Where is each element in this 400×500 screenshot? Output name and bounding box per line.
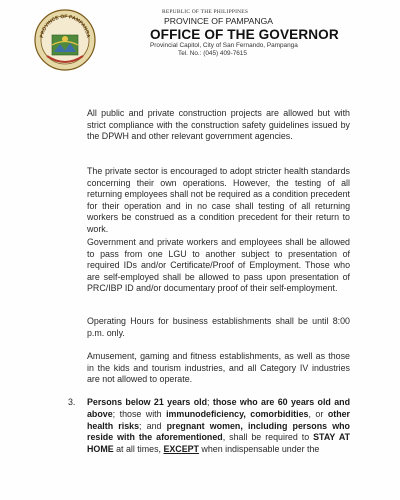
letterhead bbox=[150, 9, 350, 58]
province-line: PROVINCE OF PAMPANGA bbox=[164, 16, 274, 26]
emphasis-health-risks: other health risks bbox=[87, 408, 350, 431]
list-item-number: 3. bbox=[68, 397, 76, 407]
emphasis-comorbidities: immunodeficiency, comorbidities bbox=[166, 408, 309, 419]
paragraph-private-sector: The private sector is encouraged to adopt stricter health standards concerning their own operations. However, the testing of all returning employees shall not be required as a condition precedent for their operation and in no case shall testing of all returning workers be construed as a condition precedent for their return to work. bbox=[87, 166, 350, 234]
paragraph-construction: All public and private construction projects are allowed but with strict compliance with the construction safety guidelines issued by the DPWH and other relevant government agencies. bbox=[87, 108, 350, 142]
emphasis-age-60-above: those who are 60 years old and above bbox=[87, 397, 350, 419]
office-title: OFFICE OF THE GOVERNOR bbox=[150, 27, 339, 42]
paragraph-operating-hours: Operating Hours for business establishments shall be until 8:00 p.m. only. bbox=[87, 316, 350, 338]
republic-line: REPUBLIC OF THE PHILIPPINES bbox=[162, 9, 249, 15]
provincial-seal-icon bbox=[33, 8, 97, 72]
emphasis-except: EXCEPT bbox=[163, 444, 199, 455]
paragraph-amusement: Amusement, gaming and fitness establishments, as well as those in the kids and tourism industries, and all Category IV industries are not allowed to operate. bbox=[87, 351, 350, 385]
emphasis-pregnant-women: pregnant women, including persons who reside with the aforementioned bbox=[87, 420, 350, 443]
list-item-text: Persons below 21 years old; those who are 60 years old and above; those with immunodeficiency, comorbidities, or other health risks; and pregnant women, including persons who reside with the aforementioned, shall be required to STAY AT HOME at all times, EXCEPT when indispensable under the bbox=[87, 397, 350, 455]
telephone-line: Tel. No.: (045) 409-7615 bbox=[178, 50, 247, 57]
paragraph-workers-passage: Government and private workers and employees shall be allowed to pass from one LGU to another subject to presentation of required IDs and/or Certificate/Proof of Employment. Those who are self-employed shall be allowed to pass upon presentation of PRC/IBP ID and/or documentary proof of their self-employment. bbox=[87, 237, 350, 294]
emphasis-age-below-21: Persons below 21 years old bbox=[87, 397, 208, 407]
emphasis-stay-at-home: STAY AT HOME bbox=[87, 432, 350, 455]
address-line: Provincial Capitol, City of San Fernando, Pampanga bbox=[150, 42, 298, 49]
seal-text: PROVINCE OF PAMPANGA bbox=[39, 13, 91, 39]
